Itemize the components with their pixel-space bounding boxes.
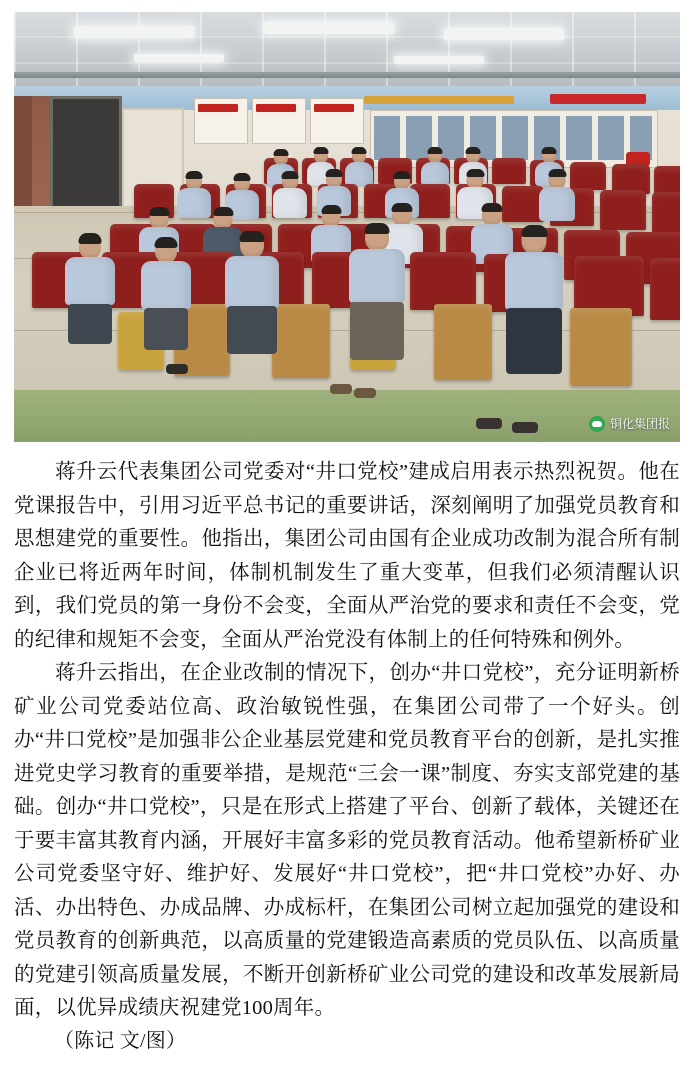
shoe	[512, 422, 538, 433]
seat	[650, 258, 680, 320]
seat	[600, 190, 646, 230]
photo-wall-grid	[374, 116, 652, 160]
wechat-icon	[589, 416, 605, 432]
wall-board-header	[256, 104, 296, 112]
ceiling-light	[264, 22, 394, 34]
shoe	[330, 384, 352, 394]
ceiling-light	[74, 26, 194, 38]
attendee-front	[500, 226, 568, 326]
shoe	[354, 388, 376, 398]
article-paragraph-2: 蒋升云指出，在企业改制的情况下，创办“井口党校”，充分证明新桥矿业公司党委站位高、政治敏锐性强，在集团公司带了一个好头。创办“井口党校”是加强非公企业基层党建和党员教育平台的创新，是扎实推进党史学习教育的重要举措，是规范“三会一课”制度、夯实支部党建的基础。创办“井口党校”，只是在形式上搭建了平台、创新了载体，关键还在于要丰富其教育内涵，开展好丰富多彩的党员教育活动。他希望新桥矿业公司党委坚守好、维护好、发展好“井口党校”，把“井口党校”办好、办活、办出特色、办成品牌、办成标杆，在集团公司树立起加强党的建设和党员教育的创新典范，以高质量的党建锻造高素质的党员队伍、以高质量的党建引领高质量发展，不断开创新桥矿业公司党的建设和改革发展新局面，以优异成绩庆祝建党100周年。	[14, 662, 680, 1019]
seat	[410, 252, 476, 310]
attendee	[420, 148, 450, 188]
attendee-front	[220, 232, 284, 324]
seat-base	[570, 308, 632, 386]
floor-carpet	[14, 390, 680, 442]
shoe	[166, 364, 188, 374]
article-photo	[14, 12, 680, 442]
article-byline: （陈记 文/图）	[54, 1029, 187, 1052]
ceiling-beam	[14, 72, 680, 78]
article-body	[14, 456, 680, 1056]
side-door	[50, 96, 122, 220]
wall-board-header	[198, 104, 238, 112]
attendee-front	[344, 224, 410, 320]
article-paragraph-1: 蒋升云代表集团公司党委对“井口党校”建成启用表示热烈祝贺。他在党课报告中，引用习近平总书记的重要讲话，深刻阐明了加强党员教育和思想建党的重要性。他指出，集团公司由国有企业成功改制为混合所有制企业已将近两年时间，体制机制发生了重大变革，但我们必须清醒认识到，我们党员的第一身份不会变，全面从严治党的要求和责任不会变，党的纪律和规矩不会变，全面从严治党没有体制上的任何特殊和例外。	[14, 461, 680, 651]
banner-title-gold	[364, 96, 514, 104]
wall-board-header	[314, 104, 354, 112]
attendee-front	[60, 234, 120, 320]
seat	[574, 256, 644, 316]
watermark-label: 铜化集团报	[609, 417, 670, 431]
photo-watermark	[589, 415, 670, 432]
seat	[492, 158, 526, 184]
banner-title-red	[550, 94, 646, 104]
seat-base	[434, 304, 492, 380]
seat	[652, 192, 680, 234]
attendee	[270, 172, 310, 224]
ceiling-light	[444, 28, 564, 40]
shoe	[476, 418, 502, 429]
ceiling-light	[394, 56, 484, 64]
attendee-front	[136, 238, 196, 324]
ceiling-light	[134, 54, 224, 62]
attendee	[536, 170, 578, 226]
